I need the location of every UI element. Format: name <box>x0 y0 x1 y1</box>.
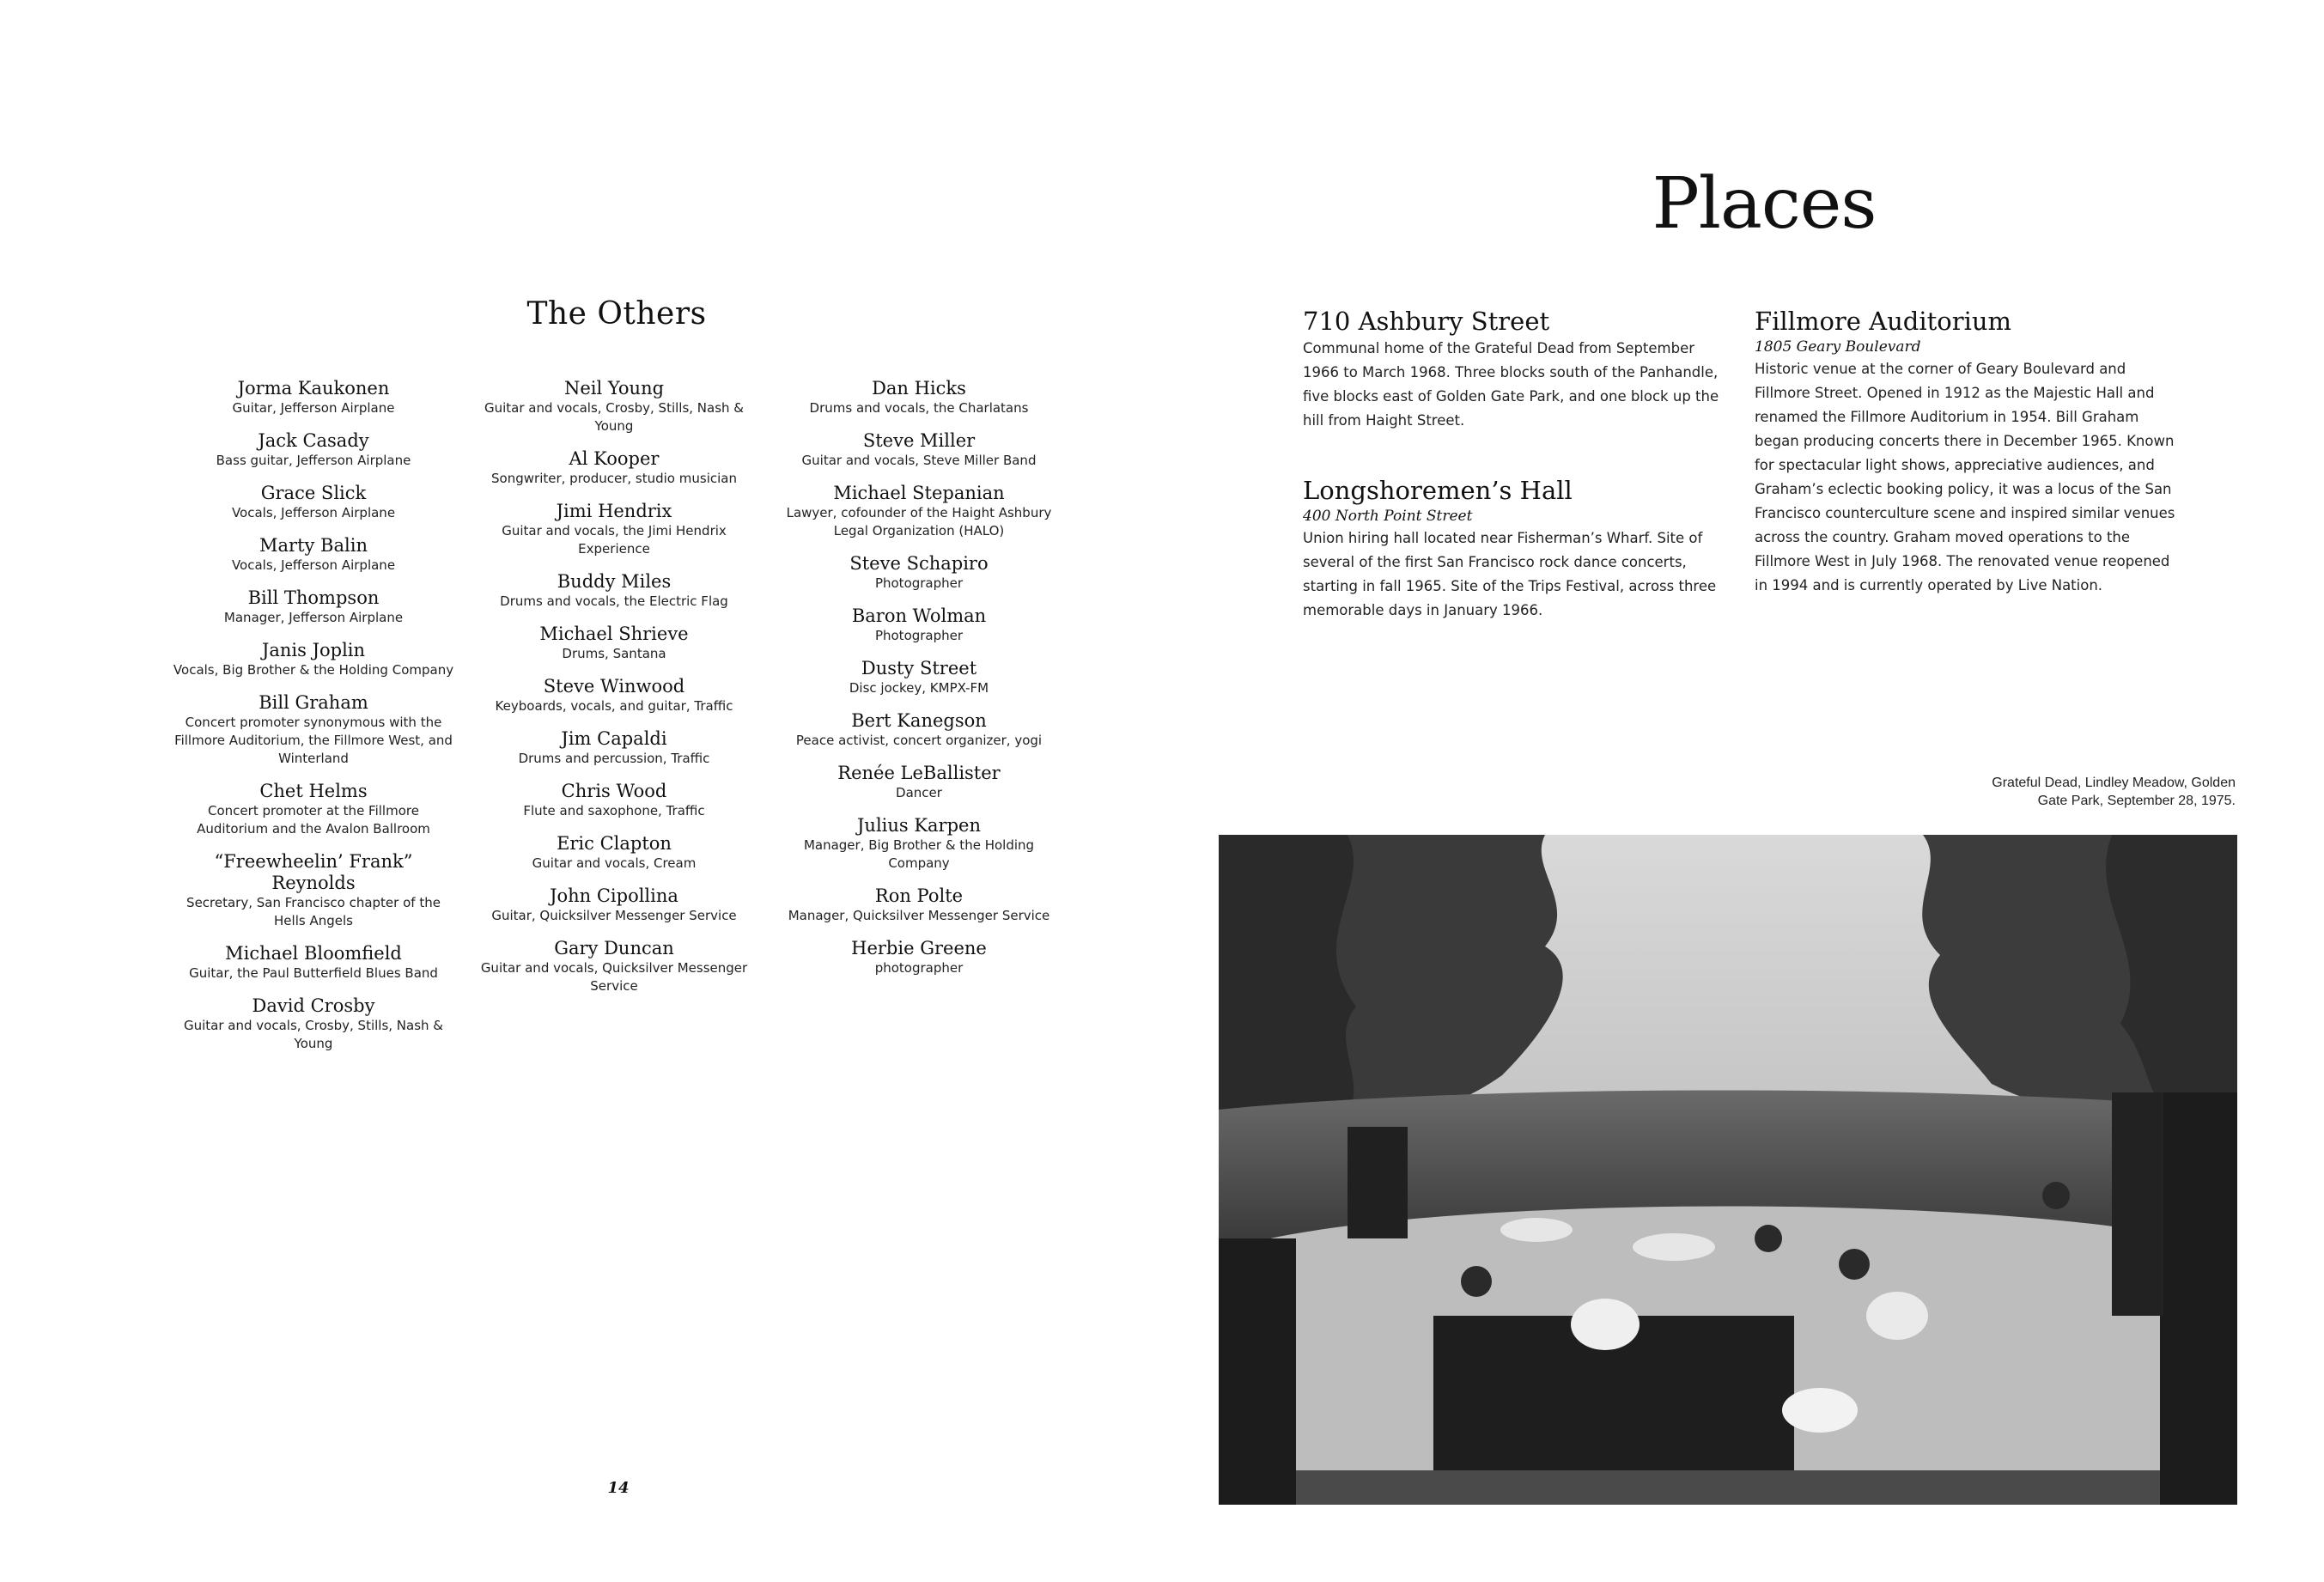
person-role: Guitar and vocals, Cream <box>532 855 697 871</box>
person-role: Guitar and vocals, the Jimi Hendrix Experience <box>502 523 727 557</box>
person-name: Neil Young <box>563 378 665 399</box>
person-entry <box>172 851 455 930</box>
person-entry <box>777 763 1061 802</box>
person-role: Guitar and vocals, Steve Miller Band <box>801 453 1037 468</box>
person-role: Bass guitar, Jefferson Airplane <box>216 453 411 468</box>
person-name: Bert Kanegson <box>851 710 987 731</box>
person-role: Photographer <box>874 575 964 591</box>
person-entry <box>777 710 1061 750</box>
concert-photo-illustration <box>1219 835 2237 1505</box>
place-name: Fillmore Auditorium <box>1755 307 2012 336</box>
place-name: Longshoremen’s Hall <box>1303 476 1573 505</box>
person-role: photographer <box>874 960 964 976</box>
place-address: 1805 Geary Boulevard <box>1755 338 1921 356</box>
person-name: Michael Bloomfield <box>225 943 402 964</box>
person-role: Concert promoter synonymous with the Fillmore Auditorium, the Fillmore West, and Winterland <box>174 715 453 766</box>
person-name: Marty Balin <box>259 535 368 556</box>
person-role: Secretary, San Francisco chapter of the Hells Angels <box>186 895 441 928</box>
person-role: Drums, Santana <box>562 646 666 661</box>
person-role: Vocals, Big Brother & the Holding Company <box>173 662 454 678</box>
place-entry <box>1303 306 1724 433</box>
person-entry <box>472 833 756 873</box>
person-entry <box>172 378 455 417</box>
person-role: Drums and percussion, Traffic <box>518 751 710 766</box>
person-role: Guitar and vocals, Crosby, Stills, Nash & Young <box>484 400 744 434</box>
person-name: Julius Karpen <box>857 815 981 836</box>
person-name: Jimi Hendrix <box>556 501 672 521</box>
place-name: 710 Ashbury Street <box>1303 307 1550 336</box>
person-name: Eric Clapton <box>557 833 672 854</box>
people-column-1 <box>172 378 455 1066</box>
person-name: Michael Shrieve <box>539 624 689 644</box>
person-role: Guitar and vocals, Quicksilver Messenger Service <box>480 960 748 994</box>
person-role: Drums and vocals, the Charlatans <box>809 400 1029 416</box>
page-number: 14 <box>607 1479 630 1497</box>
place-entry <box>1755 306 2175 598</box>
person-name: Bill Thompson <box>247 587 380 608</box>
person-role: Manager, Big Brother & the Holding Company <box>803 837 1035 871</box>
person-role: Manager, Quicksilver Messenger Service <box>788 908 1050 923</box>
person-role: Vocals, Jefferson Airplane <box>231 557 396 573</box>
person-name: Gary Duncan <box>554 938 674 958</box>
person-entry <box>777 553 1061 593</box>
person-name: Ron Polte <box>874 885 964 906</box>
person-entry <box>172 692 455 768</box>
person-name: Grace Slick <box>260 483 367 503</box>
right-page <box>1162 0 2324 1582</box>
person-entry <box>472 571 756 611</box>
person-entry <box>172 995 455 1053</box>
person-entry <box>472 501 756 558</box>
person-role: Disc jockey, KMPX-FM <box>849 680 989 696</box>
person-name: Buddy Miles <box>557 571 672 592</box>
person-role: Guitar, Quicksilver Messenger Service <box>491 908 737 923</box>
place-address: 400 North Point Street <box>1303 508 1473 525</box>
person-name: Jorma Kaukonen <box>237 378 390 399</box>
others-title: The Others <box>526 296 707 332</box>
person-name: Jim Capaldi <box>561 728 667 749</box>
person-role: Guitar and vocals, Crosby, Stills, Nash & Young <box>184 1018 443 1051</box>
person-name: Steve Winwood <box>543 676 685 697</box>
person-role: Concert promoter at the Fillmore Auditorium and the Avalon Ballroom <box>197 803 430 837</box>
person-name: Jack Casady <box>258 430 369 451</box>
person-entry <box>172 943 455 983</box>
person-role: Photographer <box>874 628 964 643</box>
person-entry <box>777 885 1061 925</box>
person-entry <box>172 587 455 627</box>
person-name: Steve Miller <box>862 430 976 451</box>
person-entry <box>777 938 1061 977</box>
person-entry <box>777 483 1061 540</box>
place-description: Union hiring hall located near Fisherman’s Wharf. Site of several of the first San Francisco rock dance concerts, starting in fall 1965. Site of the Trips Festival, across three memorable days in January 1966. <box>1303 530 1717 618</box>
person-entry <box>472 938 756 995</box>
person-entry <box>777 815 1061 873</box>
person-entry <box>777 378 1061 417</box>
person-name: Michael Stepanian <box>833 483 1005 503</box>
person-entry <box>172 483 455 522</box>
place-description: Communal home of the Grateful Dead from September 1966 to March 1968. Three blocks south of the Panhandle, five blocks east of Golden Gate Park, and one block up the hill from Haight Street. <box>1303 340 1719 429</box>
person-name: Renée LeBallister <box>837 763 1001 783</box>
concert-photo <box>1219 835 2237 1505</box>
person-entry <box>777 658 1061 697</box>
person-name: Dan Hicks <box>872 378 966 399</box>
person-entry <box>172 535 455 575</box>
person-entry <box>472 378 756 435</box>
person-role: Flute and saxophone, Traffic <box>523 803 705 818</box>
person-entry <box>472 728 756 768</box>
person-role: Songwriter, producer, studio musician <box>491 471 737 486</box>
person-name: Steve Schapiro <box>849 553 989 574</box>
person-role: Guitar, Jefferson Airplane <box>232 400 395 416</box>
person-entry <box>472 885 756 925</box>
person-role: Dancer <box>896 785 942 800</box>
person-role: Vocals, Jefferson Airplane <box>231 505 396 520</box>
person-entry <box>777 430 1061 470</box>
person-entry <box>472 781 756 820</box>
person-name: Baron Wolman <box>851 605 987 626</box>
person-role: Guitar, the Paul Butterfield Blues Band <box>189 965 438 981</box>
person-name: Al Kooper <box>569 448 660 469</box>
person-role: Drums and vocals, the Electric Flag <box>500 593 728 609</box>
person-entry <box>472 624 756 663</box>
person-name: “Freewheelin’ Frank” Reynolds <box>214 851 413 893</box>
person-entry <box>172 430 455 470</box>
places-title: Places <box>1652 163 1877 245</box>
people-column-3 <box>777 378 1061 990</box>
person-name: Janis Joplin <box>261 640 366 660</box>
person-entry <box>472 676 756 715</box>
person-entry <box>777 605 1061 645</box>
person-name: Chris Wood <box>561 781 667 801</box>
person-role: Lawyer, cofounder of the Haight Ashbury Legal Organization (HALO) <box>786 505 1052 538</box>
person-name: Chet Helms <box>259 781 368 801</box>
person-name: Herbie Greene <box>851 938 987 958</box>
person-role: Keyboards, vocals, and guitar, Traffic <box>495 698 733 714</box>
person-name: John Cipollina <box>550 885 678 906</box>
person-role: Peace activist, concert organizer, yogi <box>795 733 1043 748</box>
place-description: Historic venue at the corner of Geary Boulevard and Fillmore Street. Opened in 1912 as the Majestic Hall and renamed the Fillmore Auditorium in 1954. Bill Graham began producing concerts there in December 1965. Known for spectacular light shows, appreciative audiences, and Graham’s eclectic booking policy, it was a locus of the San Francisco counterculture scene and inspired similar venues across the country. Graham moved operations to the Fillmore West in July 1968. The renovated venue reopened in 1994 and is currently operated by Live Nation. <box>1755 361 2175 593</box>
photo-caption: Grateful Dead, Lindley Meadow, Golden Gate Park, September 28, 1975. <box>1992 776 2236 808</box>
person-entry <box>472 448 756 488</box>
person-name: Bill Graham <box>259 692 368 713</box>
person-name: David Crosby <box>252 995 375 1016</box>
people-column-2 <box>472 378 756 1008</box>
person-entry <box>172 640 455 679</box>
person-role: Manager, Jefferson Airplane <box>223 610 404 625</box>
person-entry <box>172 781 455 838</box>
place-entry <box>1303 475 1724 623</box>
person-name: Dusty Street <box>861 658 977 678</box>
